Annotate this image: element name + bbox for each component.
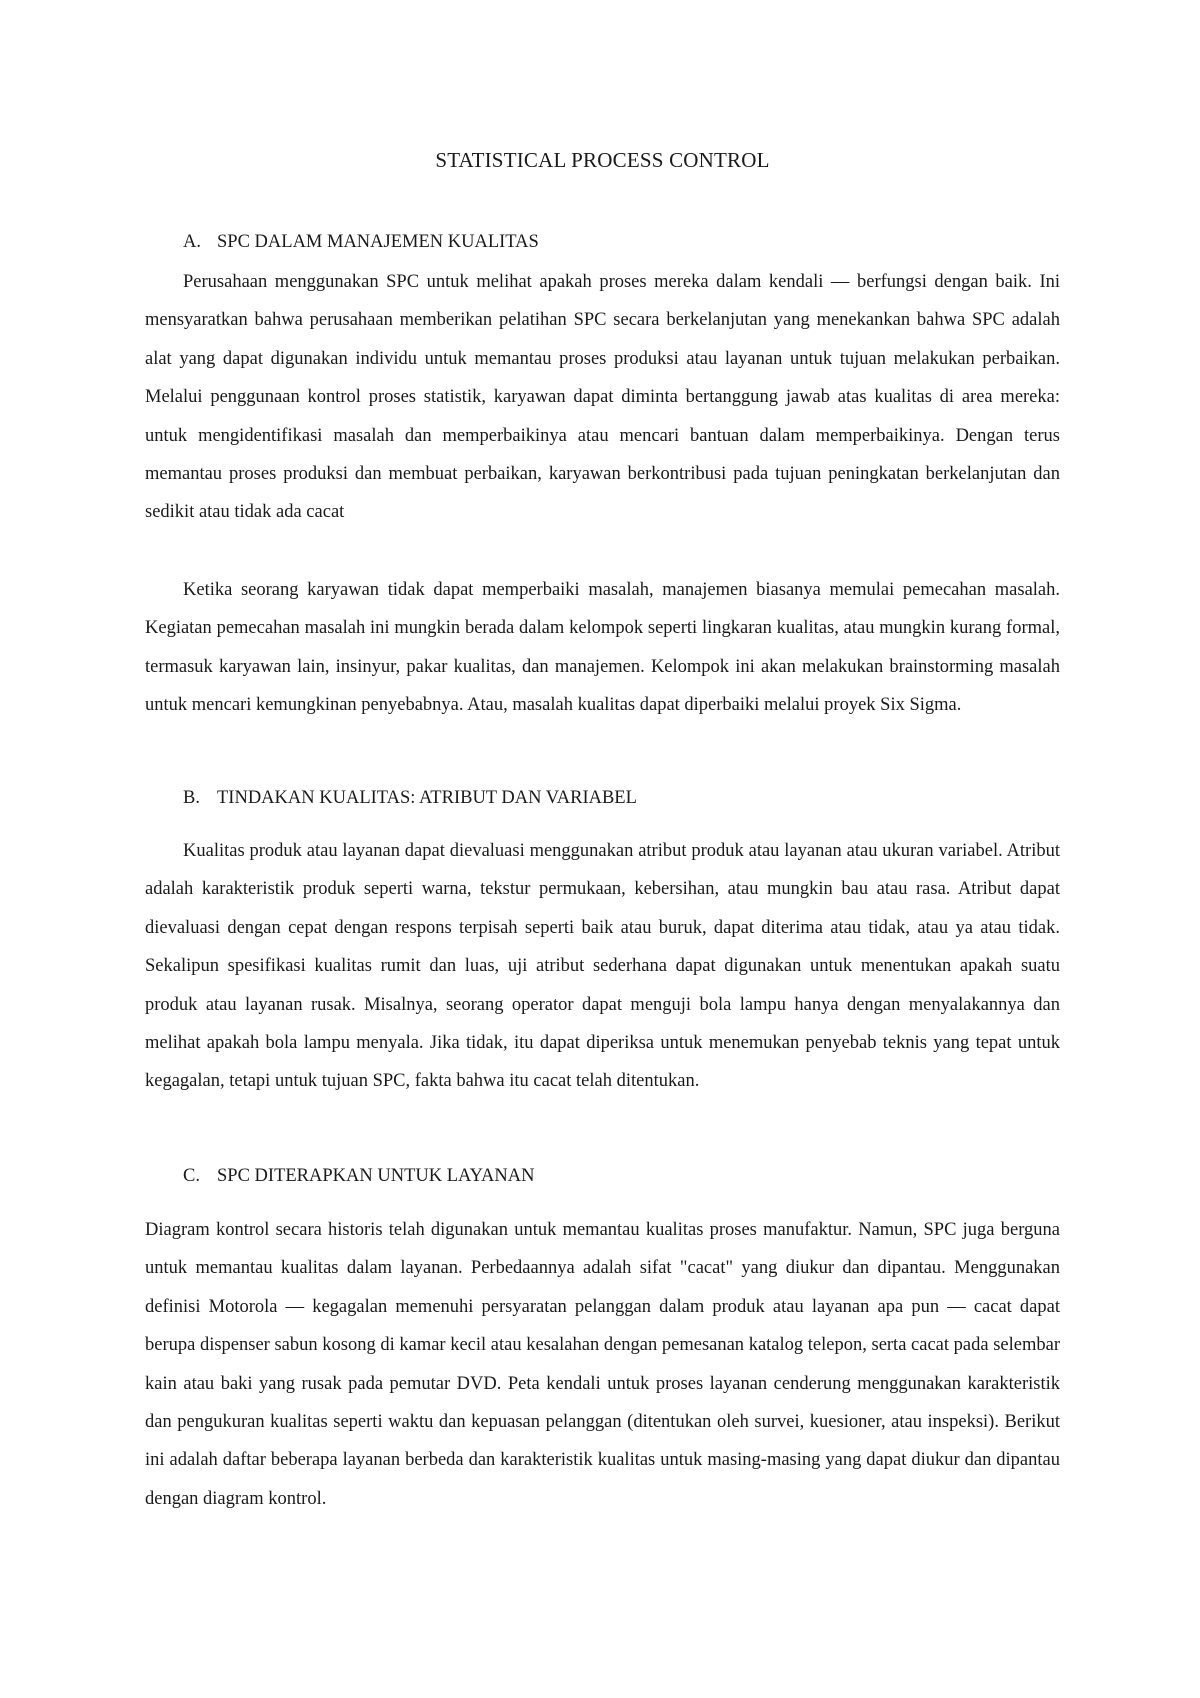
section-a-marker: A. <box>183 232 201 252</box>
section-a-paragraph-2: Ketika seorang karyawan tidak dapat memperbaiki masalah, manajemen biasanya memulai pemecahan masalah. Kegiatan pemecahan masalah ini mungkin berada dalam kelompok seperti lingkaran kualitas, atau mungkin kurang formal, termasuk karyawan lain, insinyur, pakar kualitas, dan manajemen. Kelompok ini akan melakukan brainstorming masalah untuk mencari kemungkinan penyebabnya. Atau, masalah kualitas dapat diperbaiki melalui proyek Six Sigma. <box>145 580 1060 716</box>
section-b-paragraph-1: Kualitas produk atau layanan dapat dievaluasi menggunakan atribut produk atau layanan atau ukuran variabel. Atribut adalah karakteristik produk seperti warna, tekstur permukaan, kebersihan, atau mungkin bau atau rasa. Atribut dapat dievaluasi dengan cepat dengan respons terpisah seperti baik atau buruk, dapat diterima atau tidak, atau ya atau tidak. Sekalipun spesifikasi kualitas rumit dan luas, uji atribut sederhana dapat digunakan untuk menentukan apakah suatu produk atau layanan rusak. Misalnya, seorang operator dapat menguji bola lampu hanya dengan menyalakannya dan melihat apakah bola lampu menyala. Jika tidak, itu dapat diperiksa untuk menemukan penyebab teknis yang tepat untuk kegagalan, tetapi untuk tujuan SPC, fakta bahwa itu cacat telah ditentukan. <box>145 841 1060 1092</box>
section-b-heading <box>183 785 637 811</box>
document-title: STATISTICAL PROCESS CONTROL <box>435 148 770 172</box>
section-c-marker: C. <box>183 1166 200 1186</box>
section-a-title: SPC DALAM MANAJEMEN KUALITAS <box>217 232 539 252</box>
section-b-title: TINDAKAN KUALITAS: ATRIBUT DAN VARIABEL <box>217 788 637 808</box>
section-a-paragraph-1: Perusahaan menggunakan SPC untuk melihat apakah proses mereka dalam kendali — berfungsi dengan baik. Ini mensyaratkan bahwa perusahaan memberikan pelatihan SPC secara berkelanjutan yang menekankan bahwa SPC adalah alat yang dapat digunakan individu untuk memantau proses produksi atau layanan untuk tujuan melakukan perbaikan. Melalui penggunaan kontrol proses statistik, karyawan dapat diminta bertanggung jawab atas kualitas di area mereka: untuk mengidentifikasi masalah dan memperbaikinya atau mencari bantuan dalam memperbaikinya. Dengan terus memantau proses produksi dan membuat perbaikan, karyawan berkontribusi pada tujuan peningkatan berkelanjutan dan sedikit atau tidak ada cacat <box>145 272 1060 523</box>
section-c-title: SPC DITERAPKAN UNTUK LAYANAN <box>217 1166 535 1186</box>
section-b-marker: B. <box>183 788 200 808</box>
section-c-heading <box>183 1163 534 1189</box>
section-a-heading <box>183 229 539 255</box>
section-c-paragraph-1: Diagram kontrol secara historis telah digunakan untuk memantau kualitas proses manufaktur. Namun, SPC juga berguna untuk memantau kualitas dalam layanan. Perbedaannya adalah sifat "cacat" yang diukur dan dipantau. Menggunakan definisi Motorola — kegagalan memenuhi persyaratan pelanggan dalam produk atau layanan apa pun — cacat dapat berupa dispenser sabun kosong di kamar kecil atau kesalahan dengan pemesanan katalog telepon, serta cacat pada selembar kain atau baki yang rusak pada pemutar DVD. Peta kendali untuk proses layanan cenderung menggunakan karakteristik dan pengukuran kualitas seperti waktu dan kepuasan pelanggan (ditentukan oleh survei, kuesioner, atau inspeksi). Berikut ini adalah daftar beberapa layanan berbeda dan karakteristik kualitas untuk masing-masing yang dapat diukur dan dipantau dengan diagram kontrol. <box>145 1220 1060 1509</box>
